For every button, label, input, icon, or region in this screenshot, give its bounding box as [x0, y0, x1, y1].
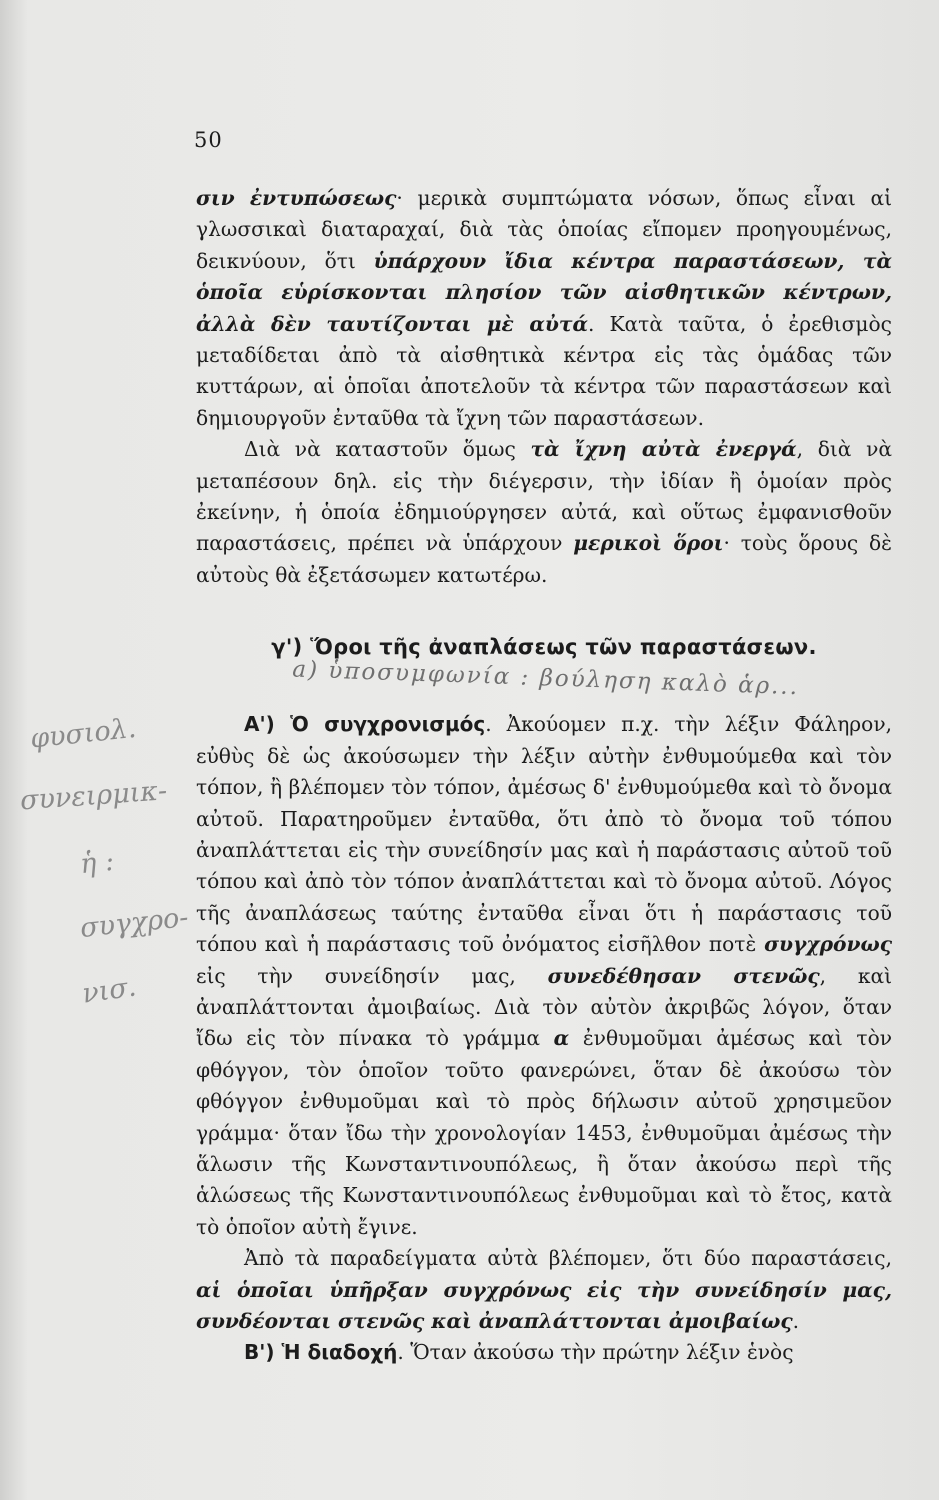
margin-note: ἡ :: [78, 845, 116, 881]
emphasis: α: [553, 1026, 570, 1051]
text-run: · μερικὰ συμπτώματα νόσων, ὅπως εἶναι αἱ γλωσσικαὶ διαταραχαί, διὰ τὰς ὁποίας εἴπομεν προηγουμένως, δεικνύουν, ὅτι: [196, 186, 892, 273]
emphasis: συγχρόνως: [764, 932, 892, 957]
text-run: · τοὺς ὅρους δὲ αὐτοὺς θὰ ἐξετάσωμεν κατωτέρω.: [196, 531, 892, 587]
text-run: Ἀπὸ τὰ παραδείγματα αὐτὰ βλέπομεν, ὅτι δύο παραστάσεις,: [244, 1246, 892, 1271]
emphasis: αἱ ὁποῖαι ὑπῆρξαν συγχρόνως εἰς τὴν συνείδησίν μας, συνδέονται στενῶς καὶ ἀναπλάττονται ἀμοιβαίως: [196, 1277, 892, 1333]
emphasis: συνεδέθησαν στενῶς: [547, 963, 820, 988]
paragraph-synchronism: [196, 709, 892, 1243]
margin-note: νισ.: [80, 971, 139, 1010]
emphasis: τὰ ἴχνη αὐτὰ ἐνεργά: [530, 437, 797, 462]
text-run: , καὶ ἀναπλάττονται ἀμοιβαίως. Διὰ τὸν αὐτὸν ἀκριβῶς λόγον, ὅταν ἴδω εἰς τὸν πίνακα τὸ γράμμα: [196, 963, 892, 1051]
text-run: . Ἀκούομεν π.χ. τὴν λέξιν Φάληρον, εὐθὺς δὲ ὡς ἀκούσωμεν τὴν λέξιν αὐτὴν ἐνθυμούμεθα καὶ τὸν τόπον, ἢ βλέπομεν τὸν τόπον, ἀμέσως δ' ἐνθυμούμεθα καὶ τὸ ὄνομα αὐτοῦ. Παρατηροῦμεν ἐνταῦθα, ὅτι ἀπὸ τὸ ὄνομα τοῦ τόπου ἀναπλάττεται εἰς τὴν συνείδησίν μας καὶ ἡ παράστασις αὐτοῦ τοῦ τόπου καὶ ἀπὸ τὸν τόπον ἀναπλάττεται καὶ τὸ ὄνομα αὐτοῦ. Λόγος τῆς ἀναπλάσεως ταύτης ἐνταῦθα εἶναι ὅτι ἡ παράστασις τοῦ τόπου καὶ ἡ παράστασις τοῦ ὀνόματος εἰσῆλθον ποτὲ: [196, 712, 893, 957]
subheading-b: Β') Ἡ διαδοχή: [244, 1340, 398, 1365]
text-run: Διὰ νὰ καταστοῦν ὅμως: [244, 437, 531, 462]
emphasis: μερικοὶ ὅροι: [573, 531, 724, 556]
margin-note: συγχρο-: [78, 901, 190, 945]
page-number: 50: [194, 128, 223, 152]
paragraph-2: [196, 434, 892, 591]
margin-note: φυσιολ.: [28, 712, 138, 755]
text-run: . Ὅταν ἀκούσω τὴν πρώτην λέξιν ἑνὸς: [397, 1340, 794, 1365]
text-run: . Κατὰ ταῦτα, ὁ ἐρεθισμὸς μεταδίδεται ἀπὸ τὰ αἰσθητικὰ κέντρα εἰς τὰς ὁμάδας τῶν κυττάρων, αἱ ὁποῖαι ἀποτελοῦν τὰ κέντρα τῶν παραστάσεων καὶ δημιουργοῦν ἐνταῦθα τὰ ἴχνη τῶν παραστάσεων.: [196, 311, 892, 430]
page-body: [196, 183, 892, 1369]
text-run: εἰς τὴν συνείδησίν μας,: [196, 963, 548, 988]
paragraph-1: [196, 183, 892, 434]
emphasis: σιν ἐντυπώσεως: [196, 186, 397, 210]
paragraph-conclusion: [196, 1243, 892, 1337]
handwritten-annotation: a) ὑποσυμφωνία : βούληση καλὸ ἁρ...: [291, 656, 800, 701]
section-heading: γ') Ὅροι τῆς ἀναπλάσεως τῶν παραστάσεων.: [271, 635, 817, 660]
margin-handwriting: [19, 700, 190, 1010]
text-run: .: [792, 1309, 800, 1333]
text-run: ἐνθυμοῦμαι ἀμέσως καὶ τὸν φθόγγον, τὸν ὁποῖον τοῦτο φανερώνει, ὅταν δὲ ἀκούσω τὸν φθόγγον ἐνθυμοῦμαι καὶ τὸ πρὸς δήλωσιν αὐτοῦ χρησιμεῦον γράμμα· ὅταν ἴδω τὴν χρονολογίαν 1453, ἐνθυμοῦμαι ἀμέσως τὴν ἅλωσιν τῆς Κωνσταντινουπόλεως, ἢ ὅταν ἀκούσω περὶ τῆς ἁλώσεως τῆς Κωνσταντινουπόλεως ἐνθυμοῦμαι καὶ τὸ ἔτος, κατὰ τὸ ὁποῖον αὐτὴ ἔγινε.: [196, 1026, 892, 1239]
paragraph-succession: [196, 1337, 892, 1368]
subheading-a: Α') Ὁ συγχρονισμός: [244, 712, 486, 737]
text-run: , διὰ νὰ μεταπέσουν δηλ. εἰς τὴν διέγερσιν, τὴν ἰδίαν ἢ ὁμοίαν πρὸς ἐκείνην, ἡ ὁποία ἐδημιούργησεν αὐτά, καὶ οὕτως ἐμφανισθοῦν παραστάσεις, πρέπει νὰ ὑπάρχουν: [196, 437, 892, 556]
emphasis: ὑπάρχουν ἴδια κέντρα παραστάσεων, τὰ ὁποῖα εὑρίσκονται πλησίον τῶν αἰσθητικῶν κέντρων, ἀλλὰ δὲν ταυτίζονται μὲ αὐτά: [196, 248, 892, 336]
margin-note: συνειρμικ-: [19, 775, 169, 817]
